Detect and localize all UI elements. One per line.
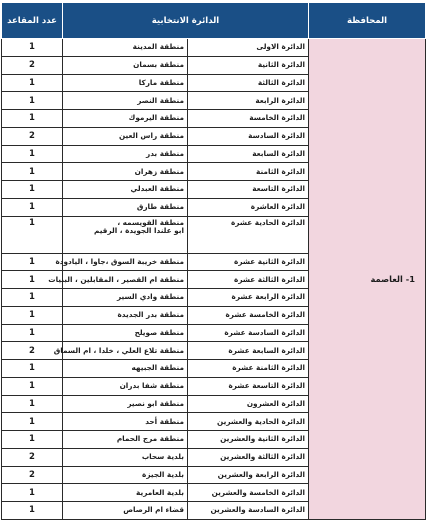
table-row (2, 39, 426, 57)
area-cell: منطقة النصر (63, 92, 188, 110)
district-cell: الدائرة الرابعة والعشرين (188, 466, 309, 484)
seats-cell: 1 (2, 163, 63, 181)
area-cell: منطقة طارق (63, 198, 188, 216)
area-cell: قضاء ام الرصاص (63, 502, 188, 520)
seats-cell: 1 (2, 145, 63, 163)
area-cell: منطقة بدر الجديدة (63, 306, 188, 324)
seats-cell: 1 (2, 253, 63, 271)
seats-cell: 1 (2, 324, 63, 342)
district-cell: الدائرة السابعة (188, 145, 309, 163)
district-cell: الدائرة التاسعة عشرة (188, 377, 309, 395)
table-body (2, 39, 426, 520)
district-cell: الدائرة الاولى (188, 39, 309, 57)
district-cell: الدائرة السابعة عشرة (188, 342, 309, 360)
area-cell: بلدية سحاب (63, 448, 188, 466)
district-cell: الدائرة الحادية عشرة (188, 216, 309, 253)
district-cell: الدائرة الخامسة والعشرين (188, 484, 309, 502)
table-header-row (2, 3, 426, 39)
seats-cell: 1 (2, 181, 63, 199)
area-cell: منطقة ماركا (63, 74, 188, 92)
seats-cell: 1 (2, 216, 63, 253)
area-cell: منطقة الجبيهه (63, 360, 188, 378)
district-cell: الدائرة الخامسة عشرة (188, 306, 309, 324)
area-cell: منطقة زهران (63, 163, 188, 181)
header-province: المحافظة (309, 3, 426, 39)
seats-cell: 1 (2, 39, 63, 57)
district-cell: الدائرة الثالثة عشرة (188, 271, 309, 289)
district-cell: الدائرة الحادية والعشرين (188, 413, 309, 431)
header-seats: عدد المقاعد (2, 3, 63, 39)
district-cell: الدائرة الرابعة (188, 92, 309, 110)
district-cell: الدائرة الرابعة عشرة (188, 289, 309, 307)
area-cell: منطقة شفا بدران (63, 377, 188, 395)
area-cell: منطقة مرج الحمام (63, 431, 188, 449)
province-cell: 1- العاصمة (309, 39, 426, 520)
district-cell: الدائرة السادسة عشرة (188, 324, 309, 342)
area-cell: منطقة اليرموك (63, 110, 188, 128)
district-cell: الدائرة الثانية عشرة (188, 253, 309, 271)
area-cell: منطقة ام القصير ، المقابلين ، البنيات (63, 271, 188, 289)
district-cell: الدائرة السادسة والعشرين (188, 502, 309, 520)
district-cell: الدائرة الثانية والعشرين (188, 431, 309, 449)
area-line: ابو علندا الجويدة ، الرقيم (93, 225, 184, 235)
seats-cell: 1 (2, 306, 63, 324)
area-cell: منطقة راس العين (63, 127, 188, 145)
district-cell: الدائرة الثالثة (188, 74, 309, 92)
seats-cell: 1 (2, 198, 63, 216)
seats-cell: 1 (2, 377, 63, 395)
seats-cell: 2 (2, 448, 63, 466)
seats-cell: 1 (2, 395, 63, 413)
district-cell: الدائرة الثامنة (188, 163, 309, 181)
district-cell: الدائرة التاسعة (188, 181, 309, 199)
seats-cell: 2 (2, 56, 63, 74)
area-line: منطقة القويسمه ، (117, 217, 184, 227)
district-cell: الدائرة الثالثة والعشرين (188, 448, 309, 466)
area-cell: منطقة المدينة (63, 39, 188, 57)
district-cell: الدائرة العاشرة (188, 198, 309, 216)
area-cell: منطقة أحد (63, 413, 188, 431)
area-cell: منطقة وادي السير (63, 289, 188, 307)
area-cell: منطقة تلاع العلي ، خلدا ، ام السماق (63, 342, 188, 360)
district-cell: الدائرة الخامسة (188, 110, 309, 128)
area-cell: منطقة صويلح (63, 324, 188, 342)
district-cell: الدائرة الثامنة عشرة (188, 360, 309, 378)
area-cell (63, 216, 188, 253)
seats-cell: 1 (2, 431, 63, 449)
area-cell: منطقة العبدلي (63, 181, 188, 199)
seats-cell: 1 (2, 271, 63, 289)
seats-cell: 1 (2, 74, 63, 92)
seats-cell: 1 (2, 110, 63, 128)
seats-cell: 2 (2, 342, 63, 360)
district-cell: الدائرة السادسة (188, 127, 309, 145)
seats-cell: 1 (2, 484, 63, 502)
header-electoral-area: الدائرة الانتخابية (63, 3, 309, 39)
area-cell: منطقة بدر (63, 145, 188, 163)
seats-cell: 1 (2, 413, 63, 431)
seats-cell: 1 (2, 502, 63, 520)
district-cell: الدائرة العشرون (188, 395, 309, 413)
area-cell: منطقة بسمان (63, 56, 188, 74)
area-cell: بلدية العامرية (63, 484, 188, 502)
area-cell: بلدية الجيزة (63, 466, 188, 484)
seats-cell: 2 (2, 466, 63, 484)
area-cell: منطقة خريبة السوق ،جاوا ، اليادودة (63, 253, 188, 271)
seats-cell: 1 (2, 360, 63, 378)
electoral-districts-table (1, 2, 426, 520)
seats-cell: 1 (2, 289, 63, 307)
seats-cell: 1 (2, 92, 63, 110)
seats-cell: 2 (2, 127, 63, 145)
area-cell: منطقة ابو نصير (63, 395, 188, 413)
district-cell: الدائرة الثانية (188, 56, 309, 74)
